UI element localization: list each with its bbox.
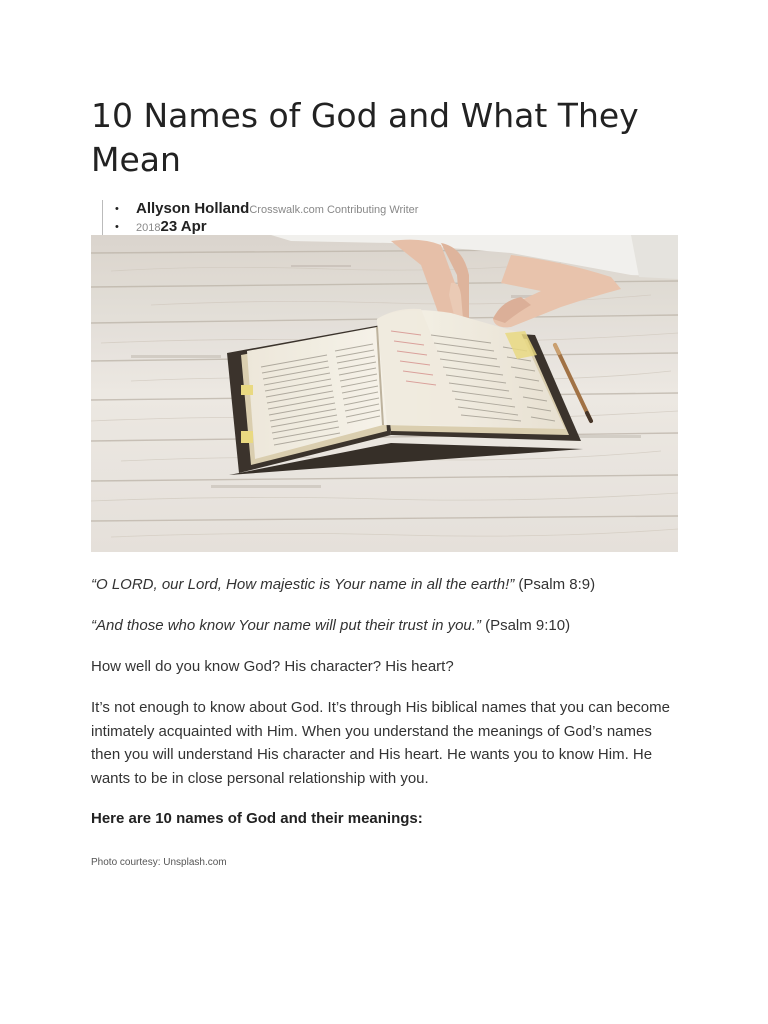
hero-image-open-bible — [91, 235, 678, 552]
body-paragraph: It’s not enough to know about God. It’s through His biblical names that you can become intimately acquainted with Him. When you understand the meanings of God’s names then you will understand His character and His heart. He wants you to know Him. He wants to be in close personal relationship with you. — [91, 699, 670, 787]
author-role: Crosswalk.com Contributing Writer — [249, 204, 419, 216]
publish-day-month: 23 Apr — [160, 218, 207, 235]
author-byline — [113, 200, 418, 218]
quote-psalm-8-9 — [91, 573, 679, 597]
intro-question: How well do you know God? His character? His heart? — [91, 658, 454, 675]
photo-credit: Photo courtesy: Unsplash.com — [91, 857, 227, 868]
list-intro: Here are 10 names of God and their meanings: — [91, 810, 423, 827]
quote-text: “O LORD, our Lord, How majestic is Your name in all the earth!” — [91, 576, 515, 593]
quote-reference: (Psalm 9:10) — [480, 617, 571, 634]
quote-reference: (Psalm 8:9) — [514, 576, 596, 593]
article-meta-list — [102, 200, 418, 236]
publish-year: 2018 — [136, 222, 161, 234]
quote-psalm-9-10 — [91, 614, 679, 638]
quote-text: “And those who know Your name will put their trust in you.” — [91, 617, 481, 634]
author-name[interactable]: Allyson Holland — [136, 200, 250, 217]
publish-date — [113, 218, 418, 236]
article-title: 10 Names of God and What They Mean — [91, 96, 639, 179]
